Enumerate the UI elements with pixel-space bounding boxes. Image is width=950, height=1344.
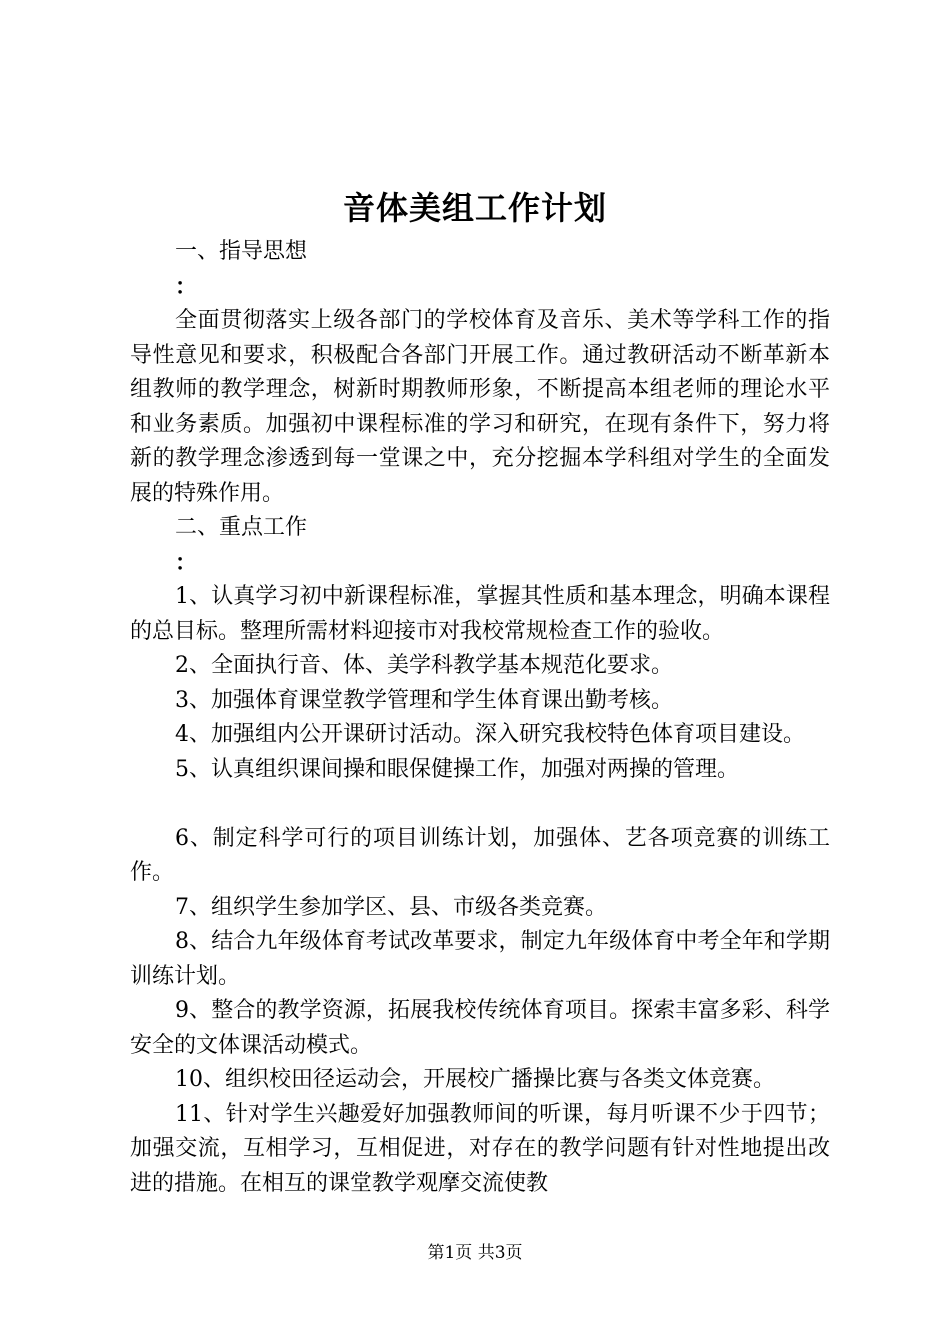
list-item: 4、加强组内公开课研讨活动。深入研究我校特色体育项目建设。 [175, 722, 805, 747]
blank-line [130, 787, 830, 822]
section-heading-guiding-ideology: 一、指导思想 [175, 239, 308, 264]
list-item: 8、结合九年级体育考试改革要求，制定九年级体育中考全年和学期训练计划。 [130, 929, 830, 989]
list-item: 9、整合的教学资源，拓展我校传统体育项目。探索丰富多彩、科学安全的文体课活动模式。 [130, 998, 830, 1058]
list-item: 1、认真学习初中新课程标准，掌握其性质和基本理念，明确本课程的总目标。整理所需材料迎接市对我校常规检查工作的验收。 [130, 584, 830, 644]
page-number-footer: 第1页 共3页 [427, 1243, 523, 1263]
list-item: 6、制定科学可行的项目训练计划，加强体、艺各项竞赛的训练工作。 [130, 825, 830, 885]
list-item: 5、认真组织课间操和眼保健操工作，加强对两操的管理。 [175, 756, 739, 782]
document-body [130, 235, 830, 1201]
list-item: 3、加强体育课堂教学管理和学生体育课出勤考核。 [175, 687, 673, 713]
list-item: 11、针对学生兴趣爱好加强教师间的听课，每月听课不少于四节；加强交流，互相学习，互相促进，对存在的教学问题有针对性地提出改进的措施。在相互的课堂教学观摩交流使教 [130, 1101, 830, 1196]
list-item: 10、组织校田径运动会，开展校广播操比赛与各类文体竞赛。 [175, 1067, 775, 1092]
list-item: 7、组织学生参加学区、县、市级各类竞赛。 [175, 894, 607, 920]
section-colon: ： [175, 549, 198, 576]
section-heading-key-work: 二、重点工作 [175, 515, 308, 540]
paragraph-guiding-ideology: 全面贯彻落实上级各部门的学校体育及音乐、美术等学科工作的指导性意见和要求，积极配合各部门开展工作。通过教研活动不断革新本组教师的教学理念，树新时期教师形象，不断提高本组老师的理论水平和业务素质。加强初中课程标准的学习和研究，在现有条件下，努力将新的教学理念渗透到每一堂课之中，充分挖掘本学科组对学生的全面发展的特殊作用。 [130, 308, 830, 506]
document-title: 音体美组工作计划 [342, 189, 607, 227]
section-colon: ： [175, 273, 198, 300]
list-item: 2、全面执行音、体、美学科教学基本规范化要求。 [175, 653, 673, 678]
